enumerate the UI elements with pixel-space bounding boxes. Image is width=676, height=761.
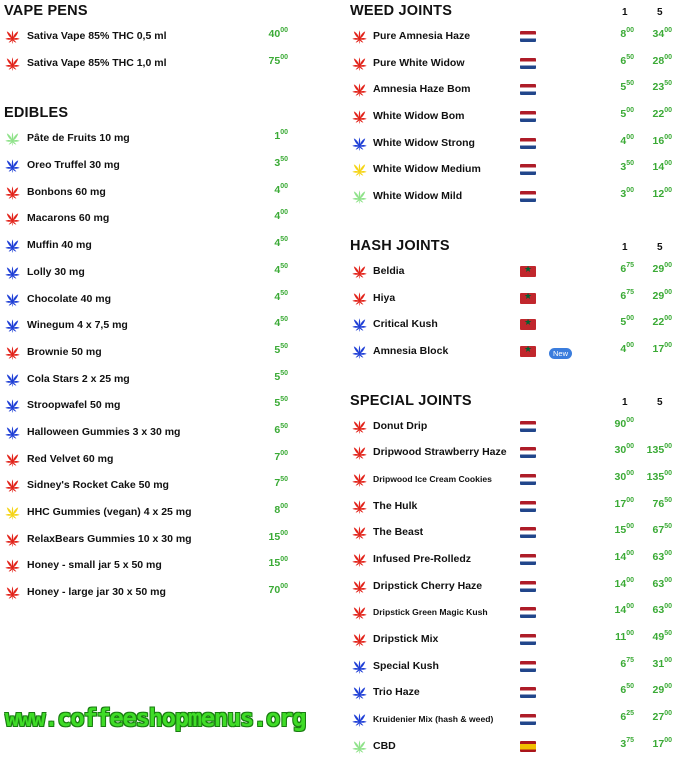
edibles-header bbox=[0, 102, 320, 126]
price: $15^{00}$ bbox=[268, 556, 288, 570]
edibles-list bbox=[0, 126, 320, 606]
red-leaf-icon bbox=[351, 525, 368, 540]
menu-item bbox=[0, 24, 320, 51]
qty-one-label: 1 bbox=[622, 396, 628, 408]
menu-item bbox=[0, 233, 320, 260]
flag-ma-icon bbox=[520, 319, 536, 330]
menu-item bbox=[346, 131, 676, 158]
price: $63^{00}$ bbox=[652, 603, 672, 617]
item-name: The Hulk bbox=[373, 499, 418, 512]
price: $14^{00}$ bbox=[614, 576, 634, 590]
menu-item bbox=[346, 574, 676, 601]
item-name: Dripwood Strawberry Haze bbox=[373, 446, 507, 459]
item-name: Chocolate 40 mg bbox=[27, 292, 112, 305]
item-name: Beldia bbox=[373, 264, 405, 277]
price: $15^{00}$ bbox=[268, 529, 288, 543]
item-name: Hiya bbox=[373, 291, 396, 304]
blue-leaf-icon bbox=[4, 292, 21, 307]
menu-item bbox=[346, 339, 676, 366]
menu-item bbox=[346, 734, 676, 761]
red-leaf-icon bbox=[4, 56, 21, 71]
menu-item bbox=[0, 180, 320, 207]
section-title: VAPE PENS bbox=[4, 3, 88, 19]
flag-nl-icon bbox=[520, 714, 536, 725]
item-name: Halloween Gummies 3 x 30 mg bbox=[27, 425, 181, 438]
flag-nl-icon bbox=[520, 421, 536, 432]
hash-joints-header bbox=[346, 235, 676, 259]
lightgreen-leaf-icon bbox=[351, 189, 368, 204]
price: $7^{00}$ bbox=[274, 449, 288, 463]
menu-item bbox=[0, 473, 320, 500]
menu-item bbox=[0, 527, 320, 554]
menu-item bbox=[346, 707, 676, 734]
item-name: Muffin 40 mg bbox=[27, 239, 92, 252]
price: $23^{50}$ bbox=[652, 80, 672, 94]
menu-item bbox=[346, 494, 676, 521]
price: $14^{00}$ bbox=[614, 603, 634, 617]
price: $4^{00}$ bbox=[620, 133, 634, 147]
menu-item bbox=[0, 580, 320, 607]
item-name: HHC Gummies (vegan) 4 x 25 mg bbox=[27, 506, 192, 518]
item-name: Brownie 50 mg bbox=[27, 345, 102, 358]
red-leaf-icon bbox=[351, 445, 368, 460]
blue-leaf-icon bbox=[4, 425, 21, 440]
item-name: Dripstick Mix bbox=[373, 633, 439, 646]
price: $6^{50}$ bbox=[620, 683, 634, 697]
menu-item bbox=[0, 313, 320, 340]
menu-item bbox=[346, 24, 676, 51]
menu-item bbox=[0, 206, 320, 233]
menu-item bbox=[0, 553, 320, 580]
item-name: Stroopwafel 50 mg bbox=[27, 399, 121, 412]
item-name: Pure White Widow bbox=[373, 56, 465, 69]
item-name: Winegum 4 x 7,5 mg bbox=[27, 319, 128, 332]
price: $6^{75}$ bbox=[620, 288, 634, 302]
section-title: SPECIAL JOINTS bbox=[350, 392, 472, 409]
flag-nl-icon bbox=[520, 554, 536, 565]
price: $30^{00}$ bbox=[614, 469, 634, 483]
menu-item bbox=[346, 680, 676, 707]
red-leaf-icon bbox=[351, 419, 368, 434]
menu-item bbox=[0, 126, 320, 153]
menu-item bbox=[0, 447, 320, 474]
item-name: Pâte de Fruits 10 mg bbox=[27, 132, 130, 145]
price: $6^{75}$ bbox=[620, 656, 634, 670]
item-name: Trio Haze bbox=[373, 686, 420, 699]
menu-item bbox=[0, 393, 320, 420]
red-leaf-icon bbox=[351, 109, 368, 124]
red-leaf-icon bbox=[351, 605, 368, 620]
price: $6^{75}$ bbox=[620, 261, 634, 275]
item-name: White Widow Medium bbox=[373, 163, 481, 176]
item-name: Honey - large jar 30 x 50 mg bbox=[27, 586, 166, 599]
menu-item bbox=[346, 51, 676, 78]
blue-leaf-icon bbox=[351, 659, 368, 674]
red-leaf-icon bbox=[4, 345, 21, 360]
menu-item bbox=[0, 500, 320, 527]
item-name: Dripstick Green Magic Kush bbox=[373, 607, 488, 618]
item-name: Red Velvet 60 mg bbox=[27, 452, 114, 465]
red-leaf-icon bbox=[351, 499, 368, 514]
qty-one-label: 1 bbox=[622, 7, 628, 18]
menu-item bbox=[346, 312, 676, 339]
price: $90^{00}$ bbox=[614, 416, 634, 430]
price: $8^{00}$ bbox=[274, 503, 288, 516]
menu-item bbox=[346, 467, 676, 494]
price: $28^{00}$ bbox=[652, 53, 672, 67]
price: $11^{00}$ bbox=[615, 630, 634, 644]
menu-item bbox=[0, 420, 320, 447]
flag-nl-icon bbox=[520, 138, 536, 149]
item-name: Dripstick Cherry Haze bbox=[373, 579, 483, 592]
flag-nl-icon bbox=[520, 84, 536, 95]
blue-leaf-icon bbox=[4, 372, 21, 387]
price: $17^{00}$ bbox=[614, 496, 634, 510]
menu-item bbox=[346, 414, 676, 441]
right-column bbox=[346, 0, 676, 761]
item-name: Sidney's Rocket Cake 50 mg bbox=[27, 479, 169, 492]
item-name: Amnesia Block bbox=[373, 344, 449, 357]
blue-leaf-icon bbox=[351, 685, 368, 700]
price: $4^{00}$ bbox=[274, 209, 288, 223]
red-leaf-icon bbox=[351, 29, 368, 44]
price: $17^{00}$ bbox=[652, 736, 672, 750]
flag-nl-icon bbox=[520, 111, 536, 122]
item-name: Cola Stars 2 x 25 mg bbox=[27, 372, 130, 385]
blue-leaf-icon bbox=[4, 158, 21, 173]
blue-leaf-icon bbox=[4, 398, 21, 413]
price: $63^{00}$ bbox=[652, 550, 672, 563]
flag-nl-icon bbox=[520, 164, 536, 175]
red-leaf-icon bbox=[351, 264, 368, 279]
menu-item bbox=[346, 600, 676, 627]
price: $29^{00}$ bbox=[652, 683, 672, 697]
price: $4^{00}$ bbox=[620, 341, 634, 355]
price: $17^{00}$ bbox=[652, 341, 672, 355]
menu-item bbox=[346, 259, 676, 286]
price: $34^{00}$ bbox=[652, 27, 672, 40]
red-leaf-icon bbox=[4, 452, 21, 467]
price: $3^{50}$ bbox=[620, 160, 634, 174]
flag-nl-icon bbox=[520, 191, 536, 202]
price: $29^{00}$ bbox=[652, 261, 672, 275]
blue-leaf-icon bbox=[4, 318, 21, 333]
price: $1^{00}$ bbox=[274, 129, 288, 143]
red-leaf-icon bbox=[351, 291, 368, 306]
price: $29^{00}$ bbox=[652, 288, 672, 302]
price: $15^{00}$ bbox=[614, 523, 634, 537]
item-name: White Widow Mild bbox=[373, 190, 463, 203]
price: $22^{00}$ bbox=[652, 315, 672, 329]
blue-leaf-icon bbox=[4, 238, 21, 253]
menu-item bbox=[346, 184, 676, 211]
price: $3^{50}$ bbox=[274, 156, 288, 170]
section-title: WEED JOINTS bbox=[350, 3, 453, 19]
flag-nl-icon bbox=[520, 501, 536, 512]
weed-joints-header bbox=[346, 0, 676, 24]
price: $31^{00}$ bbox=[652, 656, 672, 670]
menu-item bbox=[346, 520, 676, 547]
flag-nl-icon bbox=[520, 581, 536, 592]
left-column bbox=[0, 0, 320, 607]
price: $135^{00}$ bbox=[646, 443, 672, 457]
flag-nl-icon bbox=[520, 31, 536, 42]
price: $3^{75}$ bbox=[620, 736, 634, 750]
flag-nl-icon bbox=[520, 634, 536, 645]
red-leaf-icon bbox=[4, 558, 21, 573]
menu-item bbox=[346, 77, 676, 104]
price: $4^{50}$ bbox=[274, 316, 288, 330]
price: $135^{00}$ bbox=[646, 469, 672, 483]
price: $5^{50}$ bbox=[274, 396, 288, 410]
price: $8^{00}$ bbox=[620, 27, 634, 40]
item-name: Honey - small jar 5 x 50 mg bbox=[27, 559, 162, 572]
menu-item bbox=[0, 287, 320, 314]
menu-item bbox=[346, 157, 676, 184]
item-name: Kruidenier Mix (hash & weed) bbox=[373, 714, 494, 725]
yellow-leaf-icon bbox=[4, 505, 21, 520]
item-name: White Widow Strong bbox=[373, 136, 475, 149]
price: $5^{50}$ bbox=[274, 342, 288, 356]
yellow-leaf-icon bbox=[351, 162, 368, 177]
item-name: Sativa Vape 85% THC 0,5 ml bbox=[27, 30, 167, 42]
red-leaf-icon bbox=[351, 632, 368, 647]
price: $14^{00}$ bbox=[652, 160, 672, 174]
price: $76^{50}$ bbox=[652, 496, 672, 510]
flag-nl-icon bbox=[520, 607, 536, 618]
price: $30^{00}$ bbox=[614, 443, 634, 457]
item-name: Sativa Vape 85% THC 1,0 ml bbox=[27, 56, 167, 69]
price: $70^{00}$ bbox=[268, 583, 288, 597]
item-name: Critical Kush bbox=[373, 318, 438, 331]
price: $67^{50}$ bbox=[652, 523, 672, 537]
blue-leaf-icon bbox=[351, 344, 368, 359]
red-leaf-icon bbox=[351, 579, 368, 594]
red-leaf-icon bbox=[4, 478, 21, 493]
price: $4^{50}$ bbox=[274, 236, 288, 250]
red-leaf-icon bbox=[4, 585, 21, 600]
menu-item bbox=[346, 104, 676, 131]
price: $27^{00}$ bbox=[652, 710, 672, 724]
menu-item bbox=[0, 153, 320, 180]
new-badge: New bbox=[549, 348, 572, 359]
price: $6^{50}$ bbox=[620, 53, 634, 67]
lightgreen-leaf-icon bbox=[4, 131, 21, 146]
item-name: Lolly 30 mg bbox=[27, 265, 85, 278]
flag-nl-icon bbox=[520, 661, 536, 672]
price: $12^{00}$ bbox=[652, 187, 672, 201]
price: $16^{00}$ bbox=[652, 133, 672, 147]
price: $5^{00}$ bbox=[620, 315, 634, 329]
lightgreen-leaf-icon bbox=[351, 739, 368, 754]
red-leaf-icon bbox=[351, 472, 368, 487]
special-joints-list bbox=[346, 414, 676, 761]
flag-nl-icon bbox=[520, 527, 536, 538]
flag-ma-icon bbox=[520, 266, 536, 277]
flag-es-icon bbox=[520, 741, 536, 752]
red-leaf-icon bbox=[351, 82, 368, 97]
item-name: Infused Pre-Rolledz bbox=[373, 553, 472, 565]
vape-pens-list bbox=[0, 24, 320, 77]
flag-nl-icon bbox=[520, 687, 536, 698]
section-title: EDIBLES bbox=[4, 105, 69, 122]
flag-ma-icon bbox=[520, 346, 536, 357]
red-leaf-icon bbox=[4, 29, 21, 44]
price: $75^{00}$ bbox=[268, 53, 288, 67]
menu-item bbox=[0, 340, 320, 367]
flag-nl-icon bbox=[520, 474, 536, 485]
qty-five-label: 5 bbox=[657, 241, 663, 253]
item-name: White Widow Bom bbox=[373, 110, 465, 123]
menu-item bbox=[346, 286, 676, 313]
blue-leaf-icon bbox=[4, 265, 21, 280]
menu-item bbox=[346, 547, 676, 574]
menu-item bbox=[346, 627, 676, 654]
red-leaf-icon bbox=[4, 532, 21, 547]
price: $7^{50}$ bbox=[274, 476, 288, 490]
blue-leaf-icon bbox=[351, 712, 368, 727]
price: $22^{00}$ bbox=[652, 107, 672, 121]
blue-leaf-icon bbox=[351, 136, 368, 151]
footer-website-link[interactable]: www.coffeeshopmenus.org bbox=[5, 704, 306, 732]
price: $6^{25}$ bbox=[620, 710, 634, 724]
item-name: CBD bbox=[373, 739, 396, 752]
price: $14^{00}$ bbox=[614, 550, 634, 563]
item-name: Dripwood Ice Cream Cookies bbox=[373, 473, 492, 484]
item-name: Amnesia Haze Bom bbox=[373, 83, 471, 96]
red-leaf-icon bbox=[4, 211, 21, 226]
qty-one-label: 1 bbox=[622, 241, 628, 253]
price: $40^{00}$ bbox=[268, 27, 288, 40]
qty-five-label: 5 bbox=[657, 7, 663, 18]
red-leaf-icon bbox=[351, 552, 368, 567]
item-name: RelaxBears Gummies 10 x 30 mg bbox=[27, 532, 192, 545]
flag-nl-icon bbox=[520, 58, 536, 69]
menu-item bbox=[346, 654, 676, 681]
item-name: Oreo Truffel 30 mg bbox=[27, 159, 120, 172]
item-name: Donut Drip bbox=[373, 419, 428, 432]
menu-item bbox=[0, 367, 320, 394]
special-joints-header bbox=[346, 390, 676, 414]
price: $4^{50}$ bbox=[274, 289, 288, 303]
price: $6^{50}$ bbox=[274, 422, 288, 436]
blue-leaf-icon bbox=[351, 317, 368, 332]
price: $3^{00}$ bbox=[620, 187, 634, 201]
red-leaf-icon bbox=[4, 185, 21, 200]
item-name: Pure Amnesia Haze bbox=[373, 30, 471, 42]
price: $4^{50}$ bbox=[274, 262, 288, 276]
item-name: Macarons 60 mg bbox=[27, 212, 110, 225]
menu-item bbox=[0, 260, 320, 287]
price: $5^{50}$ bbox=[620, 80, 634, 94]
menu-item bbox=[0, 51, 320, 78]
section-title: HASH JOINTS bbox=[350, 237, 450, 254]
qty-five-label: 5 bbox=[657, 396, 663, 408]
red-leaf-icon bbox=[351, 56, 368, 71]
item-name: Bonbons 60 mg bbox=[27, 185, 106, 198]
price: $63^{00}$ bbox=[652, 576, 672, 590]
vape-pens-header bbox=[0, 0, 320, 24]
item-name: Special Kush bbox=[373, 659, 439, 672]
price: $5^{50}$ bbox=[274, 369, 288, 383]
price: $4^{00}$ bbox=[274, 182, 288, 196]
flag-ma-icon bbox=[520, 293, 536, 304]
flag-nl-icon bbox=[520, 447, 536, 458]
item-name: The Beast bbox=[373, 526, 424, 539]
weed-joints-list bbox=[346, 24, 676, 211]
menu-item bbox=[346, 440, 676, 467]
price: $49^{50}$ bbox=[652, 630, 672, 644]
hash-joints-list bbox=[346, 259, 676, 366]
price: $5^{00}$ bbox=[620, 107, 634, 121]
